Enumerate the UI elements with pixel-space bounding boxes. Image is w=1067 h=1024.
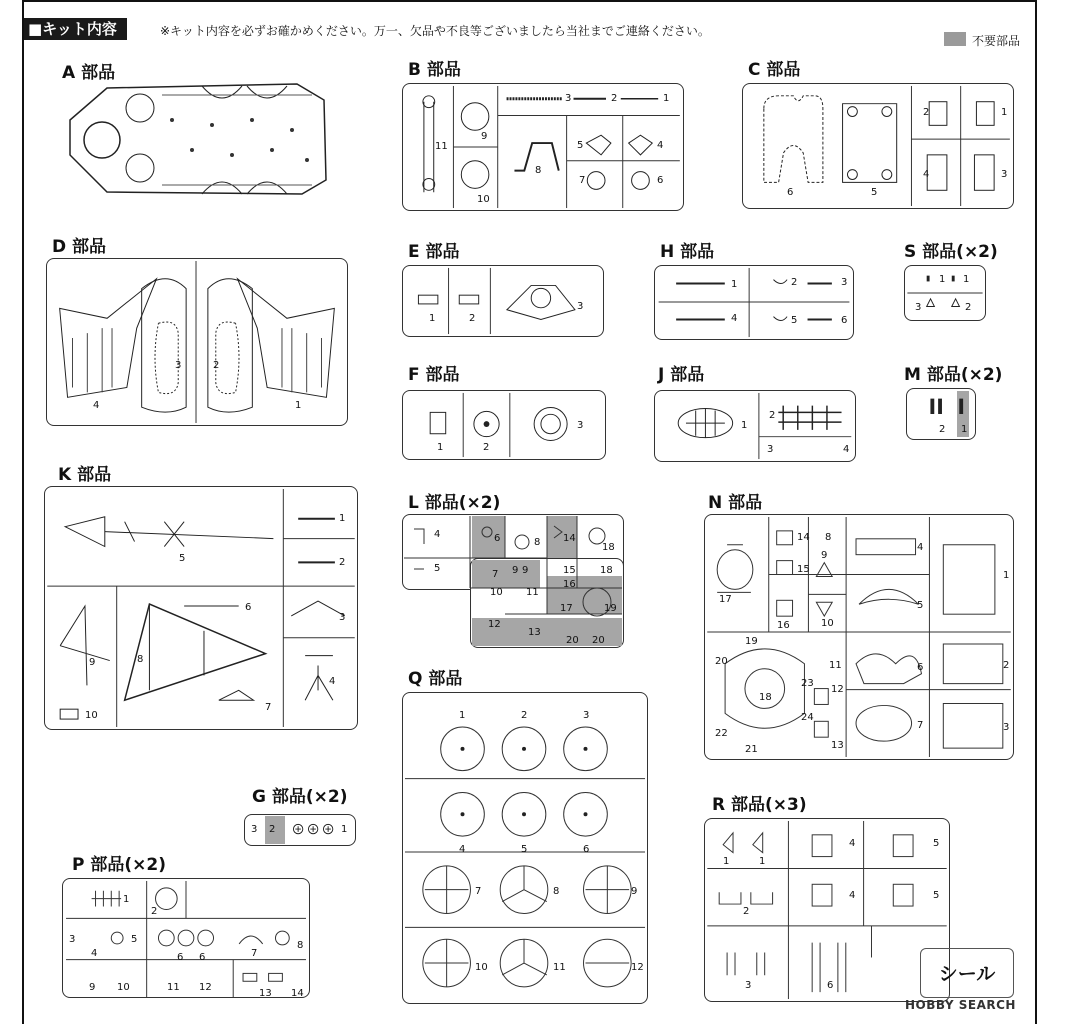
part-m2-label: 2 [939, 424, 946, 435]
unused-parts-legend-swatch [944, 32, 966, 46]
part-b1-label: 1 [663, 93, 670, 104]
part-n5-label: 5 [917, 600, 924, 611]
part-b7-label: 7 [579, 175, 586, 186]
part-b4-label: 4 [657, 140, 664, 151]
part-h3-label: 3 [841, 277, 848, 288]
part-p5-label: 5 [131, 934, 138, 945]
parts-runner-f [402, 390, 606, 460]
part-n8-label: 8 [825, 532, 832, 543]
parts-runner-b [402, 83, 684, 211]
part-l9a-label: 9 [512, 565, 519, 576]
part-g2-label: 2 [269, 824, 276, 835]
part-l17-label: 17 [560, 603, 573, 614]
part-s3-label: 3 [915, 302, 922, 313]
group-n-title: N 部品 [708, 493, 763, 513]
part-r3-label: 3 [745, 980, 752, 991]
group-h-title: H 部品 [660, 242, 715, 262]
part-r5a-label: 5 [933, 838, 940, 849]
part-d2-label: 2 [213, 360, 220, 371]
part-h5-label: 5 [791, 315, 798, 326]
part-p7-label: 7 [251, 948, 258, 959]
part-b10-label: 10 [477, 194, 490, 205]
part-j2-label: 2 [769, 410, 776, 421]
part-l6-label: 6 [494, 533, 501, 544]
part-l5-label: 5 [434, 563, 441, 574]
part-q9-label: 9 [631, 886, 638, 897]
group-j-title: J 部品 [658, 365, 705, 385]
part-n6-label: 6 [917, 662, 924, 673]
part-h4-label: 4 [731, 313, 738, 324]
parts-runner-k [44, 486, 358, 730]
parts-runner-e [402, 265, 604, 337]
part-d1-label: 1 [295, 400, 302, 411]
kit-contents-note: ※キット内容を必ずお確かめください。万一、欠品や不良等ございましたら当社までご連絡ください。 [160, 24, 710, 38]
part-k4-label: 4 [329, 676, 336, 687]
part-j4-label: 4 [843, 444, 850, 455]
part-n17-label: 17 [719, 594, 732, 605]
group-r-title: R 部品(×3) [712, 795, 807, 815]
part-l9b-label: 9 [522, 565, 529, 576]
part-n16-label: 16 [777, 620, 790, 631]
part-c4-label: 4 [923, 169, 930, 180]
part-b2-label: 2 [611, 93, 618, 104]
part-n18-label: 18 [759, 692, 772, 703]
part-n11-label: 11 [829, 660, 842, 671]
part-m1-label: 1 [961, 424, 968, 435]
part-e3-label: 3 [577, 301, 584, 312]
part-l11-label: 11 [526, 587, 539, 598]
part-p2-label: 2 [151, 906, 158, 917]
part-g1-label: 1 [341, 824, 348, 835]
part-n2-label: 2 [1003, 660, 1010, 671]
group-g-title: G 部品(×2) [252, 787, 348, 807]
group-d-title: D 部品 [52, 237, 107, 257]
parts-runner-p [62, 878, 310, 998]
parts-runner-s [904, 265, 986, 321]
part-q3-label: 3 [583, 710, 590, 721]
part-d4-label: 4 [93, 400, 100, 411]
unused-parts-legend-label: 不要部品 [972, 34, 1021, 48]
part-r1a-label: 1 [723, 856, 730, 867]
part-l16-label: 16 [563, 579, 576, 590]
part-n13-label: 13 [831, 740, 844, 751]
part-r4b-label: 4 [849, 890, 856, 901]
part-k9-label: 9 [89, 657, 96, 668]
part-q2-label: 2 [521, 710, 528, 721]
part-h2-label: 2 [791, 277, 798, 288]
parts-runner-r [704, 818, 950, 1002]
part-b11-label: 11 [435, 141, 448, 152]
part-l15-label: 15 [563, 565, 576, 576]
part-q7-label: 7 [475, 886, 482, 897]
part-s2-label: 2 [965, 302, 972, 313]
part-q4-label: 4 [459, 844, 466, 855]
part-k3-label: 3 [339, 612, 346, 623]
hobby-search-watermark: HOBBY SEARCH [905, 998, 1016, 1012]
part-n15-label: 15 [797, 564, 810, 575]
part-s1b-label: 1 [963, 274, 970, 285]
part-b8-label: 8 [535, 165, 542, 176]
part-n7-label: 7 [917, 720, 924, 731]
part-n22-label: 22 [715, 728, 728, 739]
part-p8-label: 8 [297, 940, 304, 951]
group-e-title: E 部品 [408, 242, 460, 262]
part-d3-label: 3 [175, 360, 182, 371]
part-n23-label: 23 [801, 678, 814, 689]
chassis-part-a-drawing [62, 80, 332, 198]
part-l20b-label: 20 [592, 635, 605, 646]
part-j3-label: 3 [767, 444, 774, 455]
group-q-title: Q 部品 [408, 669, 463, 689]
part-r5b-label: 5 [933, 890, 940, 901]
part-k6-label: 6 [245, 602, 252, 613]
part-l8-label: 8 [534, 537, 541, 548]
part-p1-label: 1 [123, 894, 130, 905]
part-q12-label: 12 [631, 962, 644, 973]
part-n1-label: 1 [1003, 570, 1010, 581]
sticker-sheet: シール [920, 948, 1014, 998]
parts-runner-m [906, 388, 976, 440]
part-k8-label: 8 [137, 654, 144, 665]
part-l10-label: 10 [490, 587, 503, 598]
part-l7-label: 7 [492, 569, 499, 580]
part-p14-label: 14 [291, 988, 304, 999]
part-n20-label: 20 [715, 656, 728, 667]
parts-runner-j [654, 390, 856, 462]
part-p6a-label: 6 [177, 952, 184, 963]
part-c2-label: 2 [923, 107, 930, 118]
part-p13-label: 13 [259, 988, 272, 999]
parts-runner-n [704, 514, 1014, 760]
part-l13-label: 13 [528, 627, 541, 638]
group-l-title: L 部品(×2) [408, 493, 501, 513]
kit-contents-heading: ■キット内容 [24, 18, 127, 40]
part-e1-label: 1 [429, 313, 436, 324]
part-n3-label: 3 [1003, 722, 1010, 733]
part-b6-label: 6 [657, 175, 664, 186]
part-q5-label: 5 [521, 844, 528, 855]
group-s-title: S 部品(×2) [904, 242, 998, 262]
part-k10-label: 10 [85, 710, 98, 721]
part-p10-label: 10 [117, 982, 130, 993]
part-q6-label: 6 [583, 844, 590, 855]
part-p9-label: 9 [89, 982, 96, 993]
part-l14-label: 14 [563, 533, 576, 544]
part-g3-label: 3 [251, 824, 258, 835]
part-p3-label: 3 [69, 934, 76, 945]
part-r6-label: 6 [827, 980, 834, 991]
part-l4-label: 4 [434, 529, 441, 540]
group-k-title: K 部品 [58, 465, 112, 485]
part-n12-label: 12 [831, 684, 844, 695]
part-k7-label: 7 [265, 702, 272, 713]
part-f3-label: 3 [577, 420, 584, 431]
part-c3-label: 3 [1001, 169, 1008, 180]
parts-runner-c [742, 83, 1014, 209]
part-p11-label: 11 [167, 982, 180, 993]
part-n14-label: 14 [797, 532, 810, 543]
part-n21-label: 21 [745, 744, 758, 755]
group-a-title: A 部品 [62, 63, 116, 83]
part-b3-label: 3 [565, 93, 572, 104]
part-f2-label: 2 [483, 442, 490, 453]
part-j1-label: 1 [741, 420, 748, 431]
part-q8-label: 8 [553, 886, 560, 897]
part-f1-label: 1 [437, 442, 444, 453]
part-p6b-label: 6 [199, 952, 206, 963]
parts-runner-q [402, 692, 648, 1004]
part-c6-label: 6 [787, 187, 794, 198]
part-e2-label: 2 [469, 313, 476, 324]
part-n4-label: 4 [917, 542, 924, 553]
group-c-title: C 部品 [748, 60, 801, 80]
part-c5-label: 5 [871, 187, 878, 198]
part-k5-label: 5 [179, 553, 186, 564]
part-l12-label: 12 [488, 619, 501, 630]
part-l18a-label: 18 [602, 542, 615, 553]
part-p12-label: 12 [199, 982, 212, 993]
part-r4a-label: 4 [849, 838, 856, 849]
group-b-title: B 部品 [408, 60, 461, 80]
part-q11-label: 11 [553, 962, 566, 973]
part-h1-label: 1 [731, 279, 738, 290]
part-q1-label: 1 [459, 710, 466, 721]
group-m-title: M 部品(×2) [904, 365, 1003, 385]
part-p4-label: 4 [91, 948, 98, 959]
part-c1-label: 1 [1001, 107, 1008, 118]
part-b9-label: 9 [481, 131, 488, 142]
part-l20a-label: 20 [566, 635, 579, 646]
part-r1b-label: 1 [759, 856, 766, 867]
part-k2-label: 2 [339, 557, 346, 568]
group-f-title: F 部品 [408, 365, 460, 385]
part-n10-label: 10 [821, 618, 834, 629]
part-n19-label: 19 [745, 636, 758, 647]
parts-runner-h [654, 265, 854, 340]
part-k1-label: 1 [339, 513, 346, 524]
part-l18b-label: 18 [600, 565, 613, 576]
part-n9-label: 9 [821, 550, 828, 561]
part-h6-label: 6 [841, 315, 848, 326]
part-s1a-label: 1 [939, 274, 946, 285]
part-r2-label: 2 [743, 906, 750, 917]
group-p-title: P 部品(×2) [72, 855, 167, 875]
parts-runner-g [244, 814, 356, 846]
parts-runner-d [46, 258, 348, 426]
part-q10-label: 10 [475, 962, 488, 973]
part-l19-label: 19 [604, 603, 617, 614]
part-b5-label: 5 [577, 140, 584, 151]
part-n24-label: 24 [801, 712, 814, 723]
